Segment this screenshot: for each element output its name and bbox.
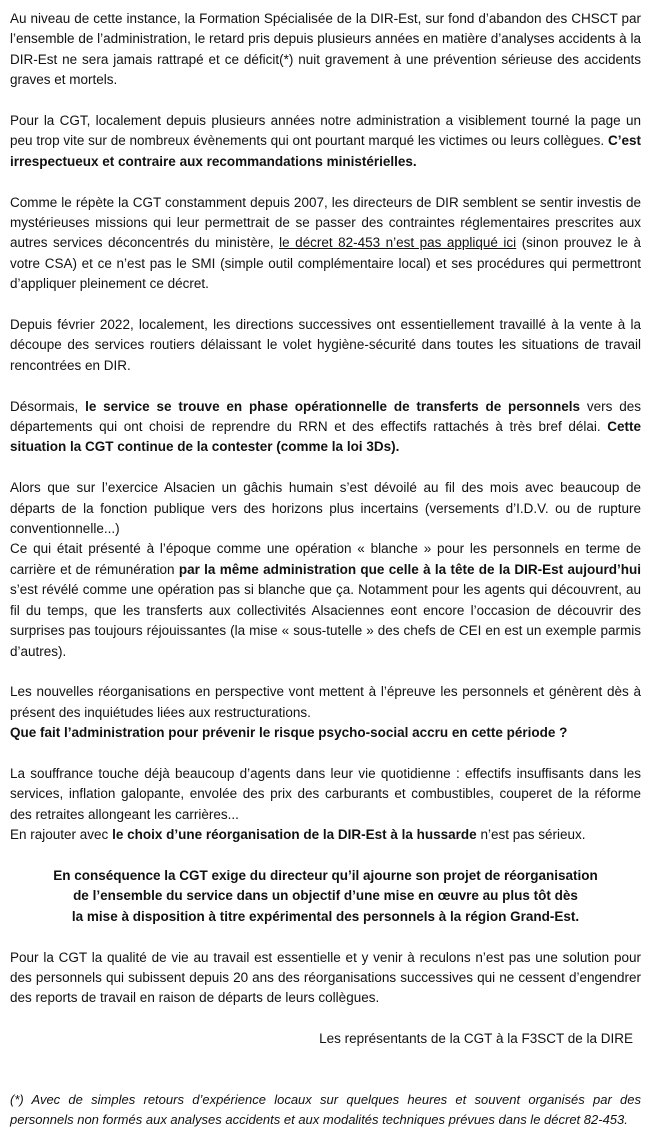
paragraph-directors-a: Comme le répète la CGT constamment depuis 2007, les directeurs de DIR semblent se sentir investis de mystérieuses missions qui leur permettrait de se passer des contraintes réglementaires prescrites aux autres services déconcentrés du ministère,	[10, 194, 641, 251]
paragraph-hussarde-c: n’est pas sérieux.	[480, 827, 586, 843]
paragraph-transfers-c: vers des départements qui ont choisi de reprendre du RRN et des effectifs rattachés à très bref délai.	[10, 398, 641, 435]
paragraph-february-2022: Depuis février 2022, localement, les directions successives ont essentiellement travaillé à la vente à la découpe des services routiers délaissant le volet hygiène-sécurité dans toutes les situations de travail rencontrées en DIR.	[10, 317, 641, 373]
paragraph-reorganisations	[10, 682, 641, 743]
paragraph-hussarde-bold: le choix d’une réorganisation de la DIR-Est à la hussarde	[112, 827, 477, 843]
paragraph-hussarde	[10, 825, 641, 845]
paragraph-hussarde-a: En rajouter avec	[10, 827, 109, 843]
cgt-demand-line-1: En conséquence la CGT exige du directeur qu’il ajourne son projet de réorganisation	[53, 867, 598, 883]
paragraph-reorganisations-question: Que fait l’administration pour prévenir le risque psycho-social accru en cette période ?	[10, 725, 568, 741]
paragraph-administration	[10, 111, 641, 172]
paragraph-administration-text: Pour la CGT, localement depuis plusieurs années notre administration a visiblement tourné la page un peu trop vite sur de nombreux évènements qui ont pourtant marqué les victimes ou leurs collègues.	[10, 113, 641, 149]
paragraph-transfers	[10, 397, 641, 458]
paragraph-intro: Au niveau de cette instance, la Formation Spécialisée de la DIR-Est, sur fond d’abandon des CHSCT par l’ensemble de l’administration, le retard pris depuis plusieurs années en matière d’analyses accidents à la DIR-Est ne sera jamais rattrapé et ce déficit(*) nuit gravement à une prévention sérieuse des accidents graves et mortels.	[10, 11, 641, 88]
signature: Les représentants de la CGT à la F3SCT de la DIRE	[319, 1031, 633, 1047]
paragraph-directors	[10, 193, 641, 295]
paragraph-operation-blanche-a: Ce qui était présenté à l’époque comme une opération « blanche » pour les personnels en terme de carrière et de rémunération	[10, 541, 641, 577]
paragraph-alsace: Alors que sur l’exercice Alsacien un gâchis humain s’est dévoilé au fil des mois avec beaucoup de départs de la fonction publique vers des horizons plus incertains (versements d’I.D.V. ou de rupture conventionnelle...)	[10, 480, 641, 537]
paragraph-operation-blanche-bold: par la même administration que celle à la tête de la DIR-Est aujourd’hui	[178, 561, 641, 577]
paragraph-operation-blanche	[10, 539, 641, 661]
footnote: (*) Avec de simples retours d’expérience locaux sur quelques heures et souvent organisés par des personnels non formés aux analyses accidents et aux modalités techniques prévues dans le décret 82-453.	[10, 1092, 641, 1128]
cgt-demand-line-2: de l’ensemble du service dans un objectif d’une mise en œuvre au plus tôt dès	[73, 888, 578, 904]
paragraph-souffrance: La souffrance touche déjà beaucoup d’agents dans leur vie quotidienne : effectifs insuffisants dans les services, inflation galopante, envolée des prix des carburants et combustibles, couperet de la réforme des retraites allongeant les carrières...	[10, 765, 641, 822]
paragraph-transfers-bold-2: Cette situation la CGT continue de la contester (comme la loi 3Ds).	[10, 419, 641, 455]
paragraph-transfers-a: Désormais,	[10, 398, 79, 414]
paragraph-reorganisations-text: Les nouvelles réorganisations en perspective vont mettent à l’épreuve les personnels et génèrent dès à présent des inquiétudes liées aux restructurations.	[10, 684, 641, 720]
decret-underlined-text: le décret 82-453 n’est pas appliqué ici	[279, 235, 517, 251]
paragraph-operation-blanche-c: s’est révélé comme une opération pas si blanche que ça. Notamment pour les agents qui découvrent, au fil du temps, que les transferts aux collectivités Alsaciennes eont encore l’occasion de découvrir des surprises pas toujours réjouissantes (la mise « sous-tutelle » des chefs de CEI en est un exemple parmis d’autres).	[10, 582, 641, 659]
paragraph-directors-b: (sinon prouvez le à votre CSA) et ce n’est pas le SMI (simple outil complémentaire local) et ses procédures qui permettront d’appliquer pleinement ce décret.	[10, 235, 641, 292]
paragraph-transfers-bold-1: le service se trouve en phase opérationnelle de transferts de personnels	[85, 398, 581, 414]
cgt-demand-block	[10, 866, 641, 927]
cgt-demand-line-3: la mise à disposition à titre expérimental des personnels à la région Grand-Est.	[71, 908, 580, 924]
paragraph-quality-of-life: Pour la CGT la qualité de vie au travail est essentielle et y venir à reculons n’est pas une solution pour des personnels qui subissent depuis 20 ans des réorganisations successives qui ne cessent d’engendrer des reports de travail en raison de départs de leurs collègues.	[10, 949, 641, 1006]
paragraph-administration-bold: C’est irrespectueux et contraire aux recommandations ministérielles.	[10, 133, 641, 169]
